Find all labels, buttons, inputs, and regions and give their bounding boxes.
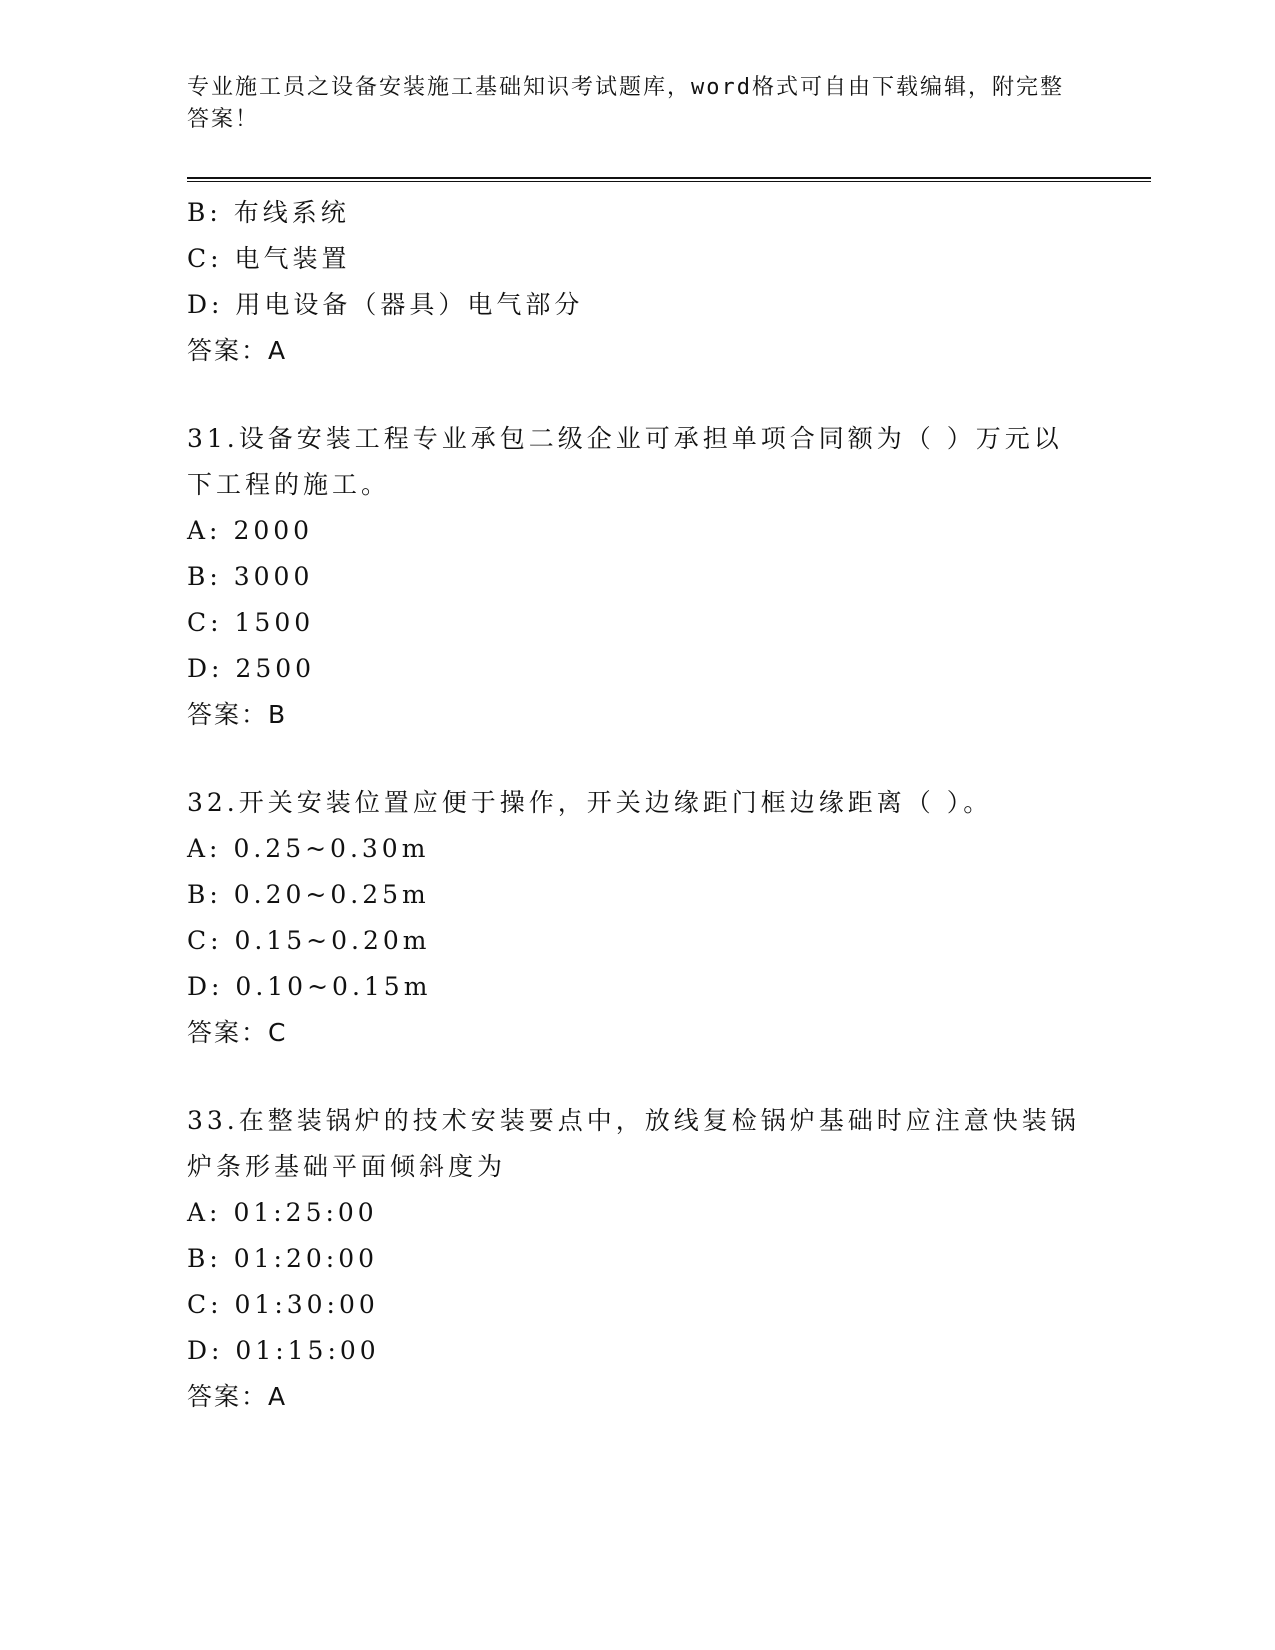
option-a <box>187 1190 1147 1236</box>
option-label: D: <box>187 972 224 1001</box>
question-33 <box>187 1098 1147 1420</box>
option-label: D: <box>187 654 224 683</box>
option-a <box>187 826 1147 872</box>
option-d <box>187 282 1147 328</box>
option-a <box>187 508 1147 554</box>
option-text: 0.20~0.25m <box>233 880 430 909</box>
option-text: 0.10~0.15m <box>235 972 432 1001</box>
option-d <box>187 1328 1147 1374</box>
option-label: B: <box>187 880 222 909</box>
question-stem: 31.设备安装工程专业承包二级企业可承担单项合同额为（ ）万元以下工程的施工。 <box>187 424 1063 499</box>
question-30-tail <box>187 190 1147 374</box>
option-c <box>187 918 1147 964</box>
option-text: 电气装置 <box>234 244 351 273</box>
option-text: 布线系统 <box>233 198 350 227</box>
option-d <box>187 964 1147 1010</box>
answer: 答案：C <box>187 1018 288 1047</box>
option-text: 01:30:00 <box>234 1290 379 1319</box>
option-label: B: <box>187 562 222 591</box>
option-text: 01:25:00 <box>233 1198 378 1227</box>
option-b <box>187 190 1147 236</box>
option-text: 01:20:00 <box>233 1244 379 1273</box>
option-label: C: <box>187 926 223 955</box>
header-divider <box>187 177 1151 182</box>
question-stem: 32.开关安装位置应便于操作，开关边缘距门框边缘距离（ ）。 <box>187 788 993 817</box>
option-b <box>187 1236 1147 1282</box>
option-text: 2500 <box>235 654 316 683</box>
question-list <box>187 190 1147 1420</box>
option-text: 0.25~0.30m <box>233 834 430 863</box>
option-text: 0.15~0.20m <box>234 926 431 955</box>
option-label: D: <box>187 290 224 319</box>
question-31 <box>187 416 1147 738</box>
option-label: C: <box>187 1290 223 1319</box>
option-c <box>187 600 1147 646</box>
option-c <box>187 1282 1147 1328</box>
option-text: 3000 <box>233 562 314 591</box>
option-text: 2000 <box>233 516 314 545</box>
option-label: B: <box>187 1244 222 1273</box>
option-text: 用电设备（器具）电气部分 <box>235 290 584 319</box>
answer: 答案：B <box>187 700 288 729</box>
option-b <box>187 872 1147 918</box>
option-label: A: <box>187 1198 222 1227</box>
question-stem: 33.在整装锅炉的技术安装要点中，放线复检锅炉基础时应注意快装锅炉条形基础平面倾斜度为 <box>187 1106 1080 1181</box>
option-label: B: <box>187 198 222 227</box>
document-header: 专业施工员之设备安装施工基础知识考试题库，word格式可自由下载编辑，附完整答案！ <box>187 75 1064 132</box>
question-32 <box>187 780 1147 1056</box>
option-label: C: <box>187 608 223 637</box>
answer: 答案：A <box>187 336 288 365</box>
answer: 答案：A <box>187 1382 288 1411</box>
option-label: D: <box>187 1336 224 1365</box>
option-label: C: <box>187 244 223 273</box>
option-d <box>187 646 1147 692</box>
option-c <box>187 236 1147 282</box>
option-label: A: <box>187 516 222 545</box>
option-b <box>187 554 1147 600</box>
option-label: A: <box>187 834 222 863</box>
option-text: 1500 <box>234 608 315 637</box>
option-text: 01:15:00 <box>235 1336 380 1365</box>
